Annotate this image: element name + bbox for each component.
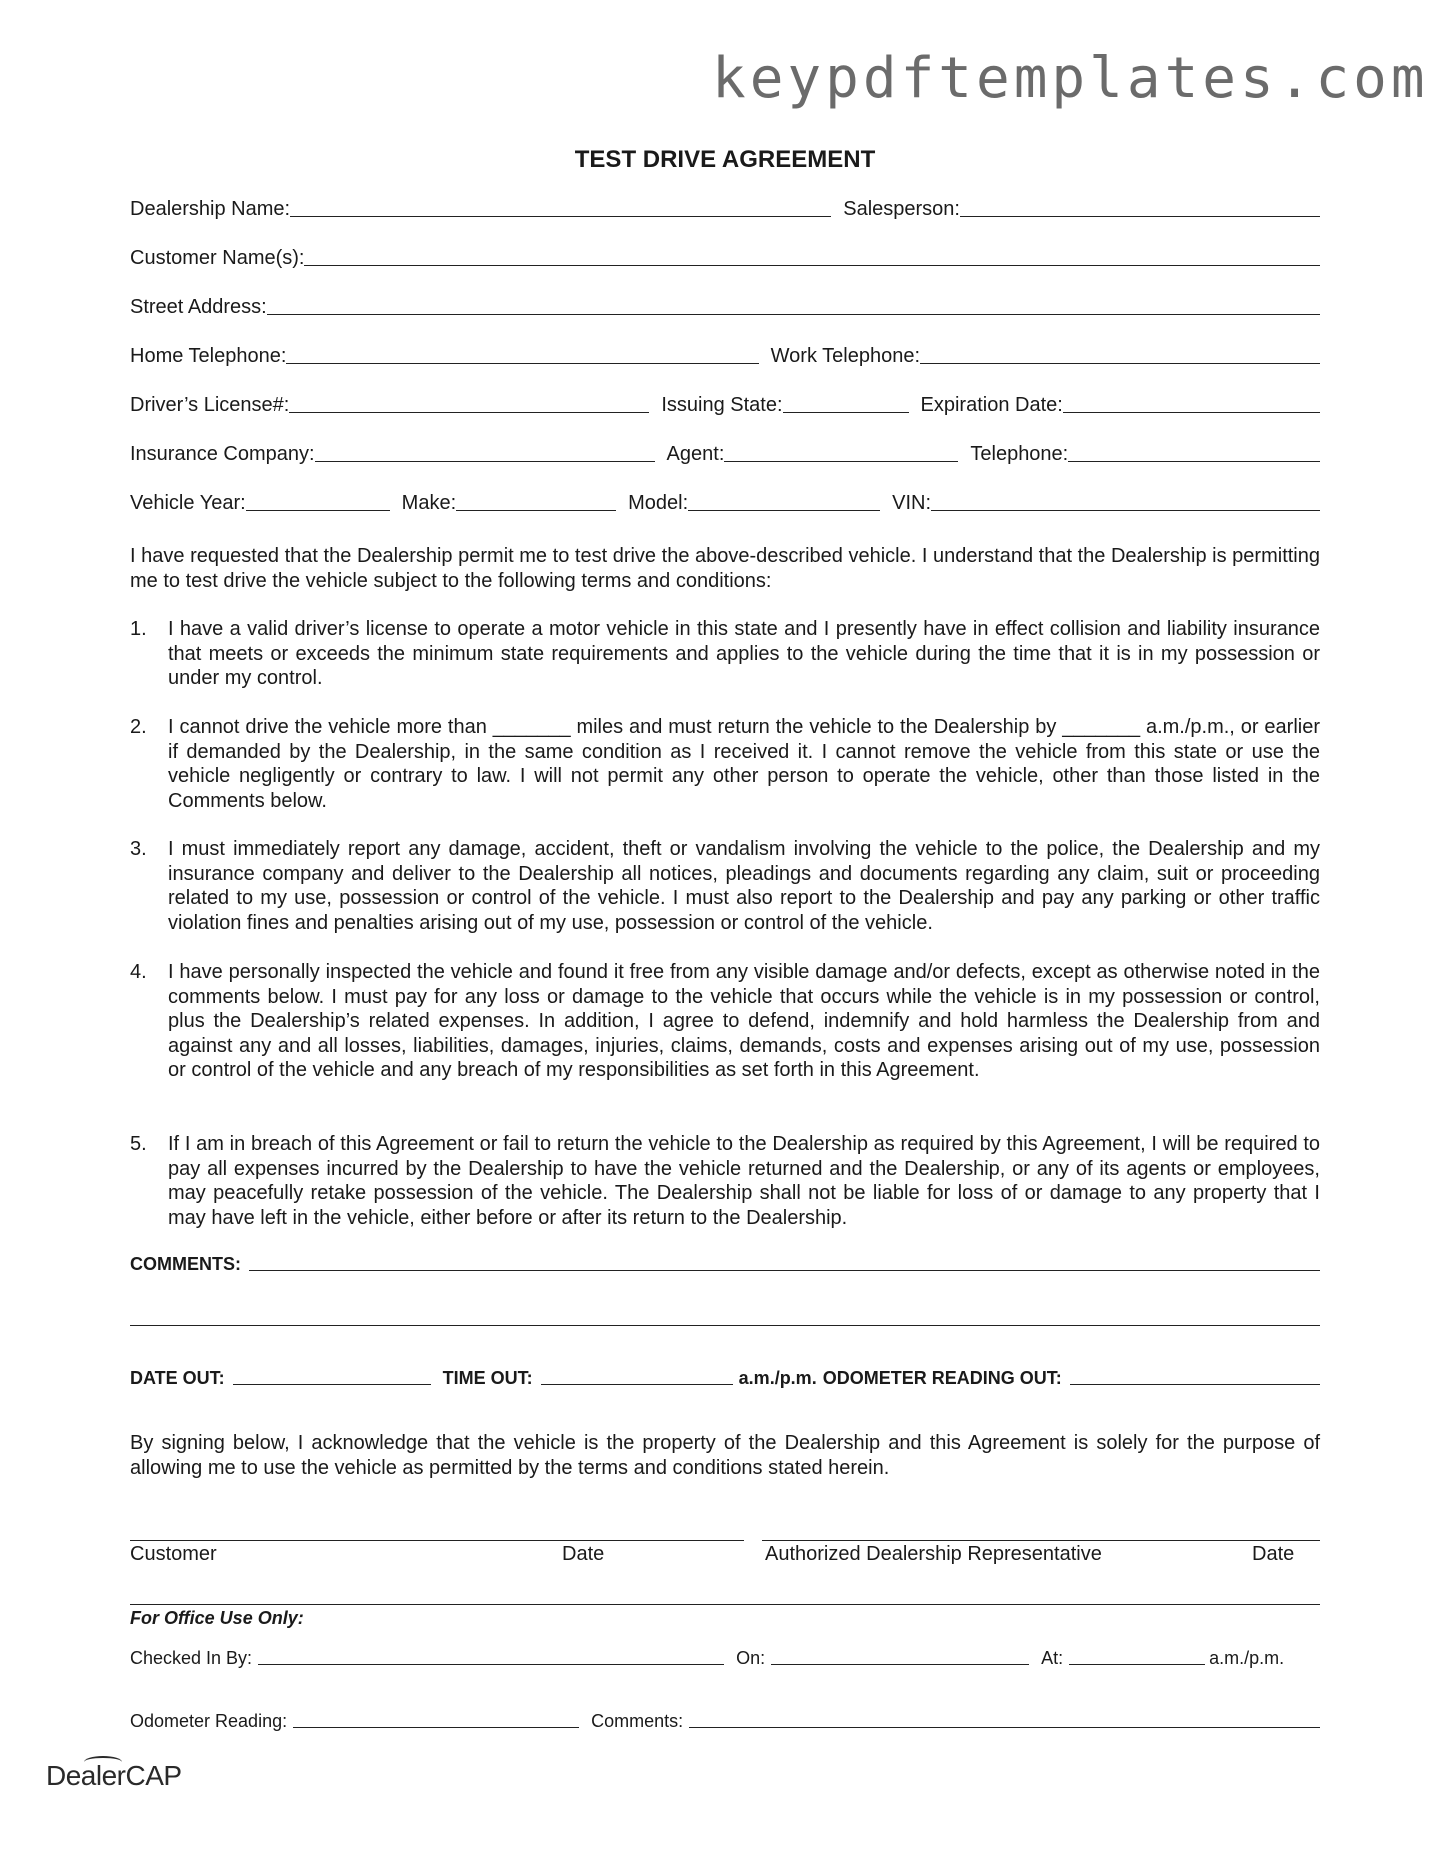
expiration-date-field[interactable] xyxy=(1063,411,1320,413)
customer-names-field[interactable] xyxy=(304,264,1320,266)
at-ampm: a.m./p.m. xyxy=(1209,1648,1285,1668)
comments-row xyxy=(130,1254,1320,1275)
term-text: I have a valid driver’s license to operate a motor vehicle in this state and I presently have in effect collision and liability insurance that meets or exceeds the minimum state requirements and applies to the vehicle during the time that it is in my possession or under my control. xyxy=(168,618,1320,689)
comments-line-2[interactable] xyxy=(130,1325,1320,1326)
office-comments-field[interactable] xyxy=(689,1726,1320,1728)
acknowledgment-paragraph: By signing below, I acknowledge that the vehicle is the property of the Dealership and this Agreement is solely for the purpose of allowing me to use the vehicle as permitted by the terms and conditions stated herein. xyxy=(130,1432,1320,1479)
term-text: I have personally inspected the vehicle and found it free from any visible damage and/or defects, except as otherwise noted in the comments below. I must pay for any loss or damage to the vehicle that occurs while the vehicle is in my possession or control, plus the Dealership’s related expenses. In addition, I agree to defend, indemnify and hold harmless the Dealership from and against any and all losses, liabilities, damages, injuries, claims, demands, costs and expenses arising out of my use, possession or control of the vehicle and any breach of my responsibilities as set forth in this Agreement. xyxy=(168,961,1320,1081)
date-out-label: DATE OUT: xyxy=(130,1368,225,1388)
term-4 xyxy=(130,960,1320,1083)
watermark: keypdftemplates.com xyxy=(712,46,1429,111)
model-field[interactable] xyxy=(688,509,880,511)
checked-in-by-field[interactable] xyxy=(258,1663,724,1665)
term-text: I must immediately report any damage, accident, theft or vandalism involving the vehicle to the police, the Dealership and my insurance company and deliver to the Dealership all notices, pleadings and documents regarding any claim, suit or proceeding related to my use, possession or control of the vehicle. I must also report to the Dealership and pay any parking or other traffic violation fines and penalties arising out of my use, possession or control of the vehicle. xyxy=(168,838,1320,934)
insurance-row xyxy=(130,443,1320,466)
dealercap-logo: DealerCAP xyxy=(46,1760,182,1791)
home-telephone-field[interactable] xyxy=(286,362,758,364)
term-text: I cannot drive the vehicle more than _______ miles and must return the vehicle to the Dealership by _______ a.m./p.m., or earlier if demanded by the Dealership, in the same condition as I received it. I cannot remove the vehicle from this state or use the vehicle negligently or contrary to law. I will not permit any other person to operate the vehicle, other than those listed in the Comments below. xyxy=(168,716,1320,812)
telephone-label: Telephone: xyxy=(970,443,1069,465)
on-label: On: xyxy=(736,1648,766,1668)
term-number: 3. xyxy=(130,838,147,860)
comments-field[interactable] xyxy=(249,1269,1320,1271)
representative-label: Authorized Dealership Representative xyxy=(765,1543,1102,1565)
term-number: 5. xyxy=(130,1133,147,1155)
out-row xyxy=(130,1368,1320,1389)
dealership-name-field[interactable] xyxy=(290,215,831,217)
drivers-license-field[interactable] xyxy=(289,411,649,413)
representative-signature-line[interactable] xyxy=(762,1540,1320,1541)
insurance-company-field[interactable] xyxy=(315,460,655,462)
office-comments-label: Comments: xyxy=(591,1711,684,1731)
home-telephone-label: Home Telephone: xyxy=(130,345,287,367)
time-out-ampm: a.m./p.m. xyxy=(738,1368,817,1388)
intro-paragraph: I have requested that the Dealership permit me to test drive the above-described vehicle. I understand that the Dealership is permitting me to test drive the vehicle subject to the following terms and conditions: xyxy=(130,545,1320,592)
office-odometer-row xyxy=(130,1711,1320,1732)
dealership-row xyxy=(130,198,1320,221)
time-out-label: TIME OUT: xyxy=(442,1368,533,1388)
odometer-reading-label: Odometer Reading: xyxy=(130,1711,288,1731)
term-number: 2. xyxy=(130,716,147,738)
vehicle-year-label: Vehicle Year: xyxy=(130,492,246,514)
time-out-field[interactable] xyxy=(541,1383,733,1385)
license-row xyxy=(130,394,1320,417)
term-1 xyxy=(130,617,1320,691)
work-telephone-field[interactable] xyxy=(920,362,1320,364)
term-5 xyxy=(130,1132,1320,1230)
customer-row xyxy=(130,247,1320,270)
street-address-field[interactable] xyxy=(267,313,1320,315)
drivers-license-label: Driver’s License#: xyxy=(130,394,290,416)
address-row xyxy=(130,296,1320,319)
make-field[interactable] xyxy=(456,509,616,511)
expiration-date-label: Expiration Date: xyxy=(920,394,1063,416)
customer-signature-line[interactable] xyxy=(130,1540,744,1541)
date-out-field[interactable] xyxy=(233,1383,431,1385)
model-label: Model: xyxy=(628,492,689,514)
issuing-state-field[interactable] xyxy=(783,411,909,413)
at-label: At: xyxy=(1041,1648,1064,1668)
work-telephone-label: Work Telephone: xyxy=(770,345,920,367)
representative-date-label: Date xyxy=(1252,1543,1295,1565)
office-use-heading: For Office Use Only: xyxy=(130,1608,304,1628)
customer-date-label: Date xyxy=(562,1543,605,1565)
odometer-out-label: ODOMETER READING OUT: xyxy=(822,1368,1062,1388)
insurance-telephone-field[interactable] xyxy=(1068,460,1320,462)
vin-field[interactable] xyxy=(931,509,1320,511)
telephone-row xyxy=(130,345,1320,368)
agent-label: Agent: xyxy=(666,443,725,465)
office-divider xyxy=(130,1604,1320,1605)
at-field[interactable] xyxy=(1069,1663,1205,1665)
term-2 xyxy=(130,715,1320,813)
page-title: TEST DRIVE AGREEMENT xyxy=(574,146,876,173)
make-label: Make: xyxy=(401,492,457,514)
odometer-out-field[interactable] xyxy=(1070,1383,1320,1385)
term-number: 4. xyxy=(130,961,147,983)
odometer-reading-field[interactable] xyxy=(293,1726,579,1728)
term-3 xyxy=(130,837,1320,935)
checked-in-by-label: Checked In By: xyxy=(130,1648,253,1668)
issuing-state-label: Issuing State: xyxy=(661,394,783,416)
on-field[interactable] xyxy=(771,1663,1029,1665)
vin-label: VIN: xyxy=(892,492,932,514)
dealership-name-label: Dealership Name: xyxy=(130,198,291,220)
checked-in-row xyxy=(130,1648,1320,1669)
term-text: If I am in breach of this Agreement or fail to return the vehicle to the Dealership as required by this Agreement, I will be required to pay all expenses incurred by the Dealership to have the vehicle returned and the Dealership, or any of its agents or employees, may peacefully retake possession of the vehicle. The Dealership shall not be liable for loss of or damage to any property that I may have left in the vehicle, either before or after its return to the Dealership. xyxy=(168,1133,1320,1229)
comments-label: COMMENTS: xyxy=(130,1254,241,1274)
vehicle-row xyxy=(130,492,1320,515)
salesperson-field[interactable] xyxy=(960,215,1320,217)
agent-field[interactable] xyxy=(724,460,958,462)
term-number: 1. xyxy=(130,618,147,640)
insurance-company-label: Insurance Company: xyxy=(130,443,315,465)
customer-names-label: Customer Name(s): xyxy=(130,247,305,269)
customer-signature-label: Customer xyxy=(130,1543,217,1565)
salesperson-label: Salesperson: xyxy=(843,198,960,220)
vehicle-year-field[interactable] xyxy=(246,509,390,511)
street-address-label: Street Address: xyxy=(130,296,267,318)
